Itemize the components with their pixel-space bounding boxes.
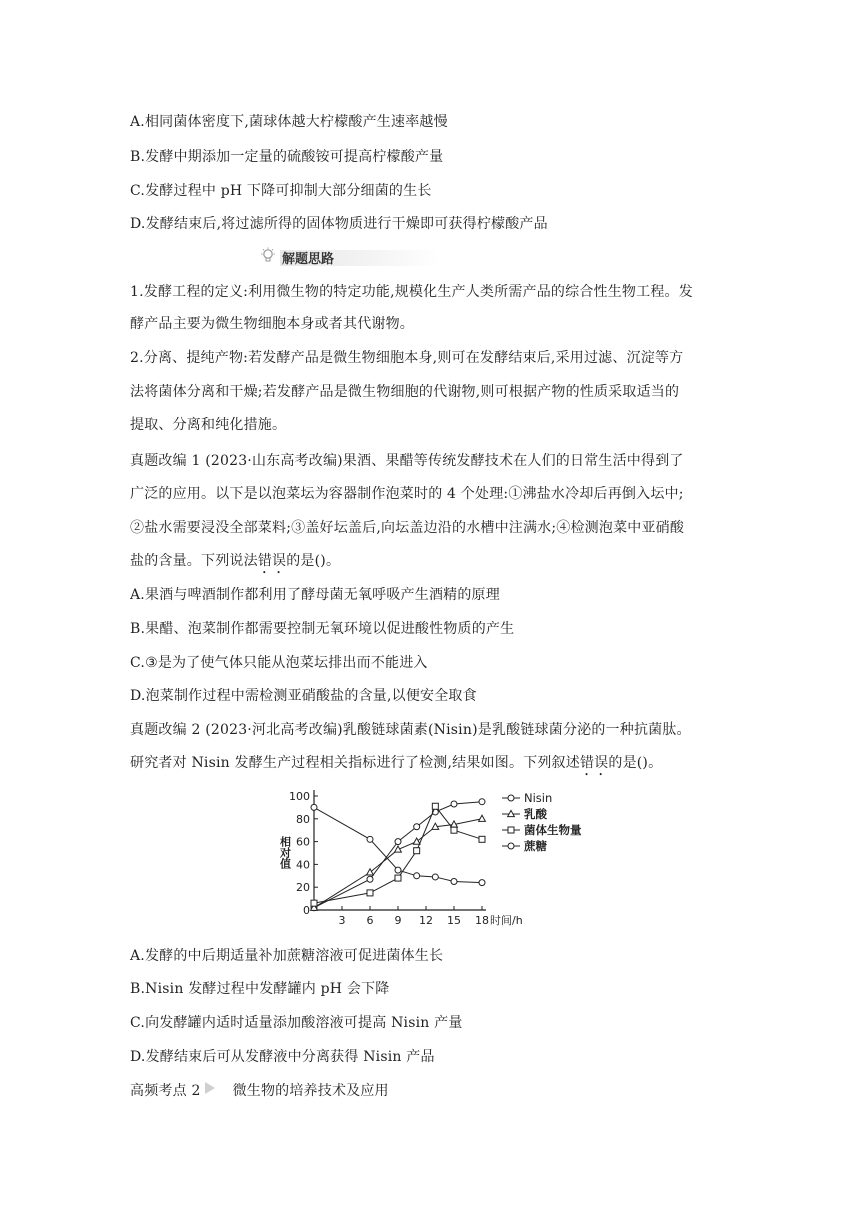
legend-marker <box>508 843 514 849</box>
q1-stem-line3: ②盐水需要浸没全部菜料;③盖好坛盖后,向坛盖边沿的水槽中注满水;④检测泡菜中亚硝酸 <box>130 520 685 536</box>
q2-stem-line1: 真题改编 2 (2023·河北高考改编)乳酸链球菌素(Nisin)是乳酸链球菌分泌的一种抗菌肽。 <box>130 722 691 738</box>
lightbulb-icon <box>260 247 276 269</box>
y-tick-label: 80 <box>296 812 310 826</box>
data-point <box>414 873 420 879</box>
nisin-fermentation-chart <box>276 784 596 932</box>
legend-marker <box>508 827 514 833</box>
data-point <box>367 869 374 875</box>
q2-option-a: A.发酵的中后期适量补加蔗糖溶液可促进菌体生长 <box>130 948 444 964</box>
x-tick-label: 18 <box>475 914 489 927</box>
x-tick-label: 15 <box>447 914 461 927</box>
y-axis-label: 相对值 <box>278 836 292 869</box>
data-point <box>311 804 317 810</box>
q1-option-d: D.泡菜制作过程中需检测亚硝酸盐的含量,以便安全取食 <box>130 688 477 704</box>
legend-marker <box>508 795 514 801</box>
data-point <box>479 836 485 842</box>
data-point <box>367 836 373 842</box>
data-point <box>479 880 485 886</box>
prev-option-a: A.相同菌体密度下,菌球体越大柠檬酸产生速率越慢 <box>130 114 448 130</box>
data-point <box>432 803 438 809</box>
data-point <box>413 838 420 844</box>
data-point <box>479 815 486 821</box>
q1-option-b: B.果醋、泡菜制作都需要控制无氧环境以促进酸性物质的产生 <box>130 621 515 637</box>
x-tick-label: 9 <box>394 914 402 927</box>
hint-p2-line2: 法将菌体分离和干燥;若发酵产品是微生物细胞的代谢物,则可根据产物的性质采取适当的 <box>130 384 680 400</box>
q1-stem-line4 <box>130 551 730 577</box>
legend-label: 蔗糖 <box>524 839 547 853</box>
hint-p2-line3: 提取、分离和纯化措施。 <box>130 417 287 433</box>
q2-option-b: B.Nisin 发酵过程中发酵罐内 pH 会下降 <box>130 981 390 997</box>
q1-stem-text: 盐的含量。下列说法 <box>130 553 258 569</box>
q2-option-c: C.向发酵罐内适时适量添加酸溶液可提高 Nisin 产量 <box>130 1015 463 1031</box>
legend-label: 菌体生物量 <box>524 823 582 837</box>
q1-emphasis-word: 错误 <box>257 553 287 569</box>
q1-option-c: C.③是为了使气体只能从泡菜坛排出而不能进入 <box>130 655 428 671</box>
y-tick-label: 60 <box>296 835 310 849</box>
q1-stem-tail: 的是()。 <box>286 553 341 569</box>
section-tag: 高频考点 2 <box>130 1083 201 1099</box>
data-point <box>395 875 401 881</box>
data-point <box>311 900 317 906</box>
q1-option-a: A.果酒与啤酒制作都利用了酵母菌无氧呼吸产生酒精的原理 <box>130 587 500 603</box>
q1-stem-line2: 广泛的应用。以下是以泡菜坛为容器制作泡菜时的 4 个处理:①沸盐水冷却后再倒入坛中; <box>130 486 684 502</box>
data-point <box>451 827 457 833</box>
series-2 <box>311 803 485 906</box>
q2-stem-text: 研究者对 Nisin 发酵生产过程相关指标进行了检测,结果如图。下列叙述 <box>130 755 580 771</box>
prev-option-b: B.发酵中期添加一定量的硫酸铵可提高柠檬酸产量 <box>130 149 444 165</box>
q2-emphasis-word: 错误 <box>579 755 609 771</box>
data-point <box>414 848 420 854</box>
hint-header <box>256 246 436 268</box>
data-point <box>395 839 401 845</box>
section-header <box>130 1081 389 1101</box>
q1-stem-line1: 真题改编 1 (2023·山东高考改编)果酒、果醋等传统发酵技术在人们的日常生活中得到了 <box>130 453 684 469</box>
data-point <box>414 824 420 830</box>
q2-stem-line2 <box>130 753 730 779</box>
data-point <box>451 879 457 885</box>
prev-option-d: D.发酵结束后,将过滤所得的固体物质进行干燥即可获得柠檬酸产品 <box>130 216 548 232</box>
data-point <box>395 867 401 873</box>
hint-p1-line2: 酵产品主要为微生物细胞本身或者其代谢物。 <box>130 316 414 332</box>
hint-title: 解题思路 <box>282 252 335 267</box>
y-tick-label: 20 <box>296 881 310 895</box>
data-point <box>479 799 485 805</box>
q2-stem-tail: 的是()。 <box>608 755 663 771</box>
hint-p1-line1: 1.发酵工程的定义:利用微生物的特定功能,规模化生产人类所需产品的综合性生物工程。发 <box>130 284 693 300</box>
hint-p2-line1: 2.分离、提纯产物:若发酵产品是微生物细胞本身,则可在发酵结束后,采用过滤、沉淀等方 <box>130 350 684 366</box>
series-line <box>314 806 482 903</box>
data-point <box>451 801 457 807</box>
legend-label: 乳酸 <box>524 807 547 821</box>
data-point <box>432 874 438 880</box>
q2-option-d: D.发酵结束后可从发酵液中分离获得 Nisin 产品 <box>130 1049 435 1065</box>
legend-label: Nisin <box>524 791 553 805</box>
prev-option-c: C.发酵过程中 pH 下降可抑制大部分细菌的生长 <box>130 183 432 199</box>
section-arrow-icon <box>203 1081 217 1101</box>
y-tick-label: 40 <box>296 858 310 872</box>
y-tick-label: 100 <box>289 790 310 803</box>
data-point <box>367 876 373 882</box>
x-axis-label: 时间/h <box>490 914 523 927</box>
data-point <box>367 890 373 896</box>
x-tick-label: 6 <box>366 914 374 927</box>
section-title: 微生物的培养技术及应用 <box>232 1083 389 1099</box>
y-tick-label: 0 <box>303 904 310 917</box>
x-tick-label: 12 <box>419 914 433 927</box>
x-tick-label: 3 <box>338 914 346 927</box>
series-0 <box>311 799 485 911</box>
